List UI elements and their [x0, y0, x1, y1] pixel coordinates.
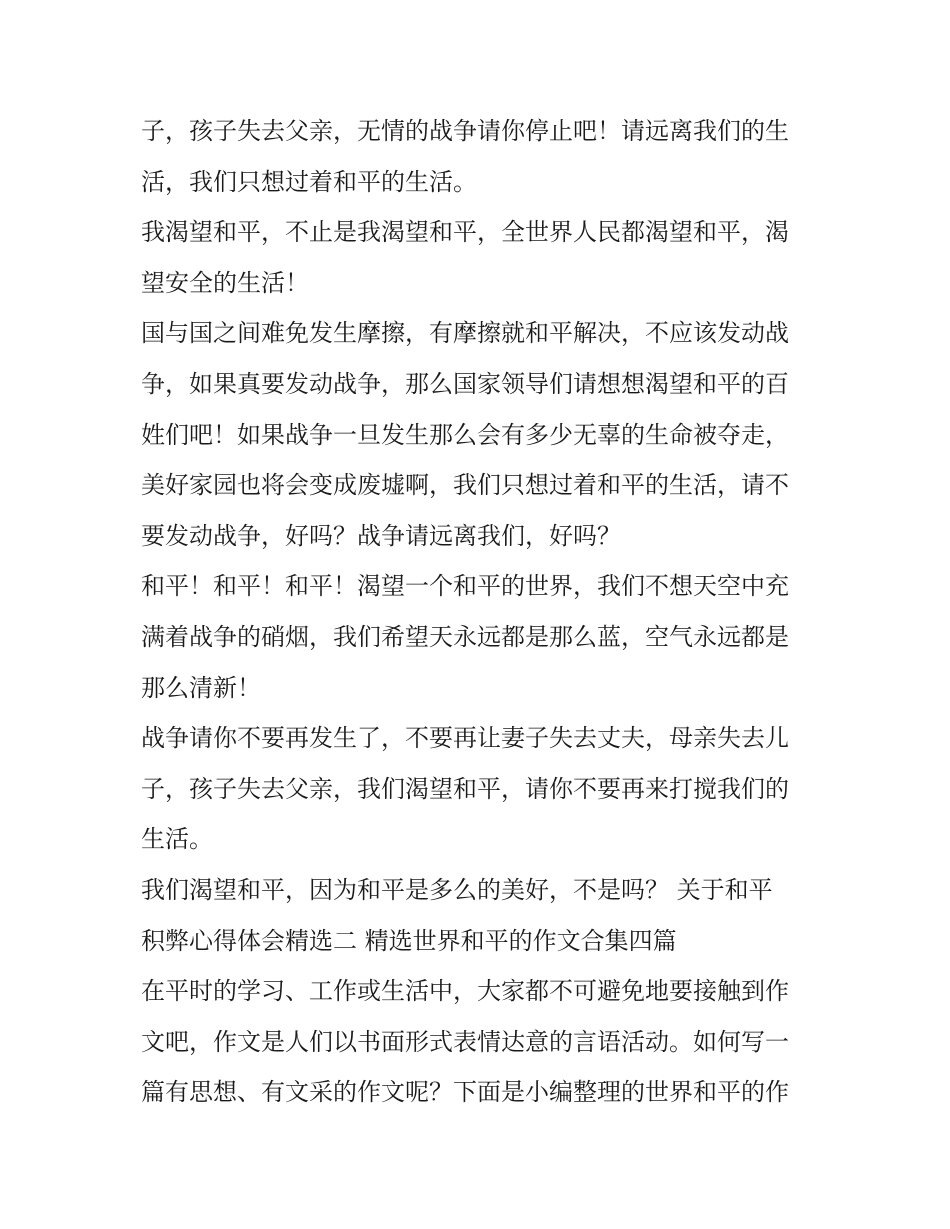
text-line-11: 满着战争的硝烟，我们希望天永远都是那么蓝，空气永远都是: [141, 622, 789, 651]
text-line-20: 篇有思想、有文采的作文呢？下面是小编整理的世界和平的作: [141, 1078, 789, 1107]
text-line-2: 活，我们只想过着和平的生活。: [141, 167, 477, 196]
text-line-14: 子，孩子失去父亲，我们渴望和平，请你不要再来打搅我们的: [141, 774, 789, 803]
text-line-6: 争，如果真要发动战争，那么国家领导们请想想渴望和平的百: [141, 369, 789, 398]
text-line-12: 那么清新！: [141, 673, 261, 702]
text-line-1: 子，孩子失去父亲，无情的战争请你停止吧！请远离我们的生: [141, 117, 789, 145]
text-line-8: 美好家园也将会变成废墟啊，我们只想过着和平的生活，请不: [141, 471, 789, 500]
text-line-15: 生活。: [141, 825, 213, 854]
text-line-16: 我们渴望和平，因为和平是多么的美好，不是吗？ 关于和平: [141, 875, 773, 904]
text-line-13: 战争请你不要再发生了，不要再让妻子失去丈夫，母亲失去儿: [141, 724, 789, 753]
text-line-3: 我渴望和平，不止是我渴望和平，全世界人民都渴望和平，渴: [141, 218, 789, 247]
text-line-9: 要发动战争，好吗？战争请远离我们，好吗？: [141, 521, 621, 550]
text-line-7: 姓们吧！如果战争一旦发生那么会有多少无辜的生命被夺走，: [141, 420, 789, 449]
document-body: [141, 106, 821, 1118]
text-line-5: 国与国之间难免发生摩擦，有摩擦就和平解决，不应该发动战: [141, 319, 789, 348]
text-line-17: 积弊心得体会精选二 精选世界和平的作文合集四篇: [141, 926, 677, 955]
text-line-18: 在平时的学习、工作或生活中，大家都不可避免地要接触到作: [141, 977, 789, 1006]
text-line-4: 望安全的生活！: [141, 268, 309, 297]
text-line-10: 和平！和平！和平！渴望一个和平的世界，我们不想天空中充: [141, 572, 789, 601]
text-line-19: 文吧，作文是人们以书面形式表情达意的言语活动。如何写一: [141, 1027, 789, 1056]
